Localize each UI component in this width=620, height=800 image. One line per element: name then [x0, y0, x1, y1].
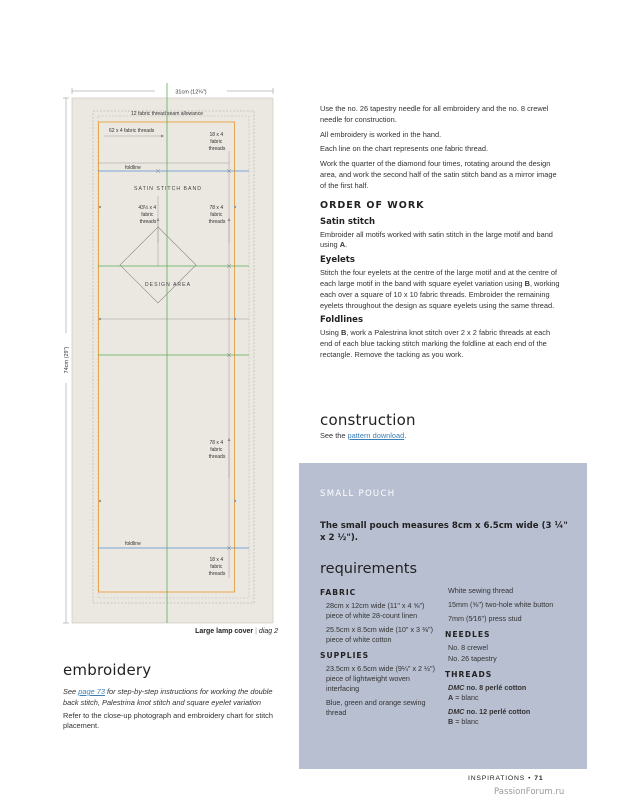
satin-stitch-heading: Satin stitch	[320, 216, 376, 227]
eyelets-text: Stitch the four eyelets at the centre of the large motif and at the centre of each large motif in the band with square eyelet variation using B, working each over a square of 10 x 10 fabric threads. Embroider the remaining eyelets throughout the design as square eyelets using the same thread.	[320, 268, 560, 310]
band-right-label: 78 x 4 fabric threads	[208, 205, 226, 225]
intro-paragraph-4: Work the quarter of the diamond four times, rotating around the design area, and work the second half of the satin stitch band as a mirror image of the first half.	[320, 159, 557, 190]
satin-stitch-text: Embroider all motifs worked with satin stitch in the large motif and band using A.	[320, 229, 553, 250]
design-area-label: DESIGN AREA	[144, 282, 192, 288]
foldline-bottom-label: foldline	[125, 541, 141, 547]
seam-label: 12 fabric thread seam allowance	[131, 111, 203, 117]
intro-paragraph-3: Each line on the chart represents one fabric thread.	[320, 144, 489, 154]
supplies-item: 23.5cm x 6.5cm wide (9¼" x 2 ½") piece of lightweight woven interfacing	[326, 664, 435, 693]
lamp-cover-diagram	[60, 78, 280, 628]
caption-ref: diag 2	[258, 628, 278, 635]
thread-item: DMC no. 12 perlé cotton B = blanc	[448, 707, 531, 726]
width-label: 31cm (12¼")	[175, 89, 207, 96]
lower-right-label: 78 x 4 fabric threads	[208, 440, 226, 460]
bottom-right-label: 18 x 4 fabric threads	[208, 557, 226, 577]
needles-heading: NEEDLES	[445, 630, 491, 639]
page-link[interactable]: page 73	[78, 687, 105, 696]
order-of-work-heading: ORDER OF WORK	[320, 199, 425, 211]
needle-item: No. 26 tapestry	[448, 654, 497, 663]
instructions-column	[320, 104, 560, 365]
fabric-heading: FABRIC	[320, 588, 357, 597]
supplies-item: 7mm (5⁄16") press stud	[448, 614, 522, 623]
small-pouch-tag: SMALL POUCH	[320, 489, 396, 499]
small-pouch-box	[299, 463, 587, 769]
foldline-top-label: foldline	[125, 165, 141, 171]
thread-item: DMC no. 8 perlé cotton A = blanc	[448, 683, 527, 702]
needle-item: No. 8 crewel	[448, 643, 488, 652]
intro-paragraph-1: Use the no. 26 tapestry needle for all embroidery and the no. 8 crewel needle for construction.	[320, 104, 549, 124]
construction-section	[320, 411, 560, 442]
embroidery-paragraph: Refer to the close-up photograph and embroidery chart for stitch placement.	[63, 710, 273, 731]
caption-separator: |	[255, 628, 257, 635]
magazine-name: INSPIRATIONS	[468, 775, 526, 782]
supplies-item: White sewing thread	[448, 586, 514, 595]
top-right-label: 18 x 4 fabric threads	[208, 132, 226, 152]
pattern-download-link[interactable]: pattern download	[347, 431, 405, 440]
foldlines-text: Using B, work a Palestrina knot stitch over 2 x 2 fabric threads at each end of each blue tacking stitch marking the foldline at each end of the rectangle. Remove the tacking as you work.	[320, 328, 551, 359]
page-footer	[468, 775, 543, 782]
diagram-caption	[150, 628, 278, 635]
supplies-item: Blue, green and orange sewing thread	[326, 698, 426, 717]
footer-dot: •	[528, 775, 532, 782]
fabric-panel	[72, 98, 273, 623]
watermark: PassionForum.ru	[494, 787, 565, 797]
band-left-label: 43½ x 4 fabric threads	[138, 205, 157, 225]
construction-title: construction	[320, 411, 416, 429]
eyelets-heading: Eyelets	[320, 255, 355, 266]
caption-title: Large lamp cover	[195, 628, 254, 635]
top-left-label: 62 x 4 fabric threads	[109, 128, 155, 134]
supplies-item: 15mm (⅝") two-hole white button	[448, 600, 554, 609]
embroidery-title: embroidery	[63, 661, 152, 679]
requirements-title: requirements	[320, 561, 418, 577]
embroidery-section	[63, 661, 273, 734]
pouch-measurements: The small pouch measures 8cm x 6.5cm wide (3 ¼" x 2 ½").	[320, 521, 568, 543]
intro-paragraph-2: All embroidery is worked in the hand.	[320, 129, 442, 139]
construction-text: See the pattern download.	[320, 431, 407, 440]
requirements-left-column	[320, 588, 438, 722]
supplies-heading: SUPPLIES	[320, 651, 370, 660]
foldlines-heading: Foldlines	[320, 315, 364, 326]
height-label: 74cm (29")	[64, 346, 70, 374]
fabric-item: 25.5cm x 8.5cm wide (10" x 3 ⅜") piece of white cotton	[326, 625, 433, 644]
requirements-right-column	[445, 586, 577, 731]
threads-heading: THREADS	[445, 670, 493, 679]
embroidery-see-text: See page 73 for step-by-step instructions for working the double back stitch, Palestrina knot stitch and square eyelet variation	[63, 687, 273, 707]
page-number: 71	[534, 775, 544, 782]
fabric-item: 28cm x 12cm wide (11" x 4 ⅝") piece of white 28-count linen	[326, 601, 425, 620]
band-label: SATIN STITCH BAND	[134, 186, 202, 192]
